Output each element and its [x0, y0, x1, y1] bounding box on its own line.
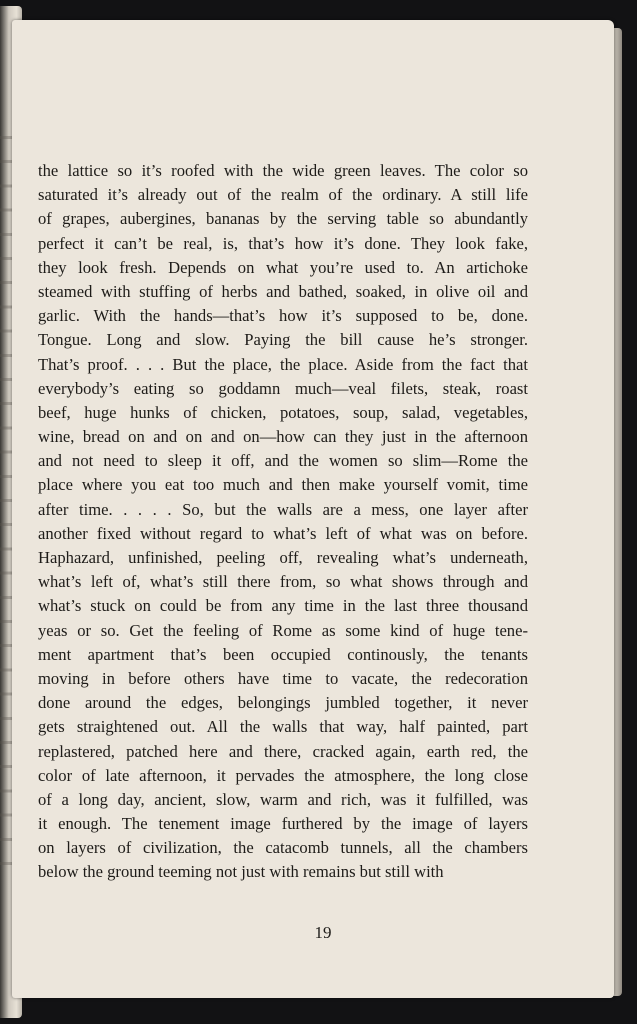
book-page [12, 20, 614, 998]
text-line: below the ground teeming not just with remains but still with [38, 862, 444, 882]
text-line: wine, bread on and on and on—how can they just in the afternoon [38, 427, 528, 447]
text-line: and not need to sleep it off, and the women so slim—Rome the [38, 451, 528, 471]
page-number: 19 [314, 923, 332, 942]
text-line: of grapes, aubergines, bananas by the serving table so abundantly [38, 209, 528, 229]
text-line: on layers of civilization, the catacomb tunnels, all the chambers [38, 838, 528, 858]
text-line: steamed with stuffing of herbs and bathed, soaked, in olive oil and [38, 281, 528, 301]
text-line: moving in before others have time to vacate, the redecoration [38, 668, 528, 688]
text-line: after time. . . . . So, but the walls are a mess, one layer after [38, 499, 528, 519]
text-line: replastered, patched here and there, cracked again, earth red, the [38, 741, 528, 761]
text-line: another fixed without regard to what’s left of what was on before. [38, 523, 528, 543]
text-line: Tongue. Long and slow. Paying the bill cause he’s stronger. [38, 330, 528, 350]
text-line: the lattice so it’s roofed with the wide green leaves. The color so [38, 161, 528, 180]
text-line: of a long day, ancient, slow, warm and rich, was it fulfilled, was [38, 789, 528, 809]
text-line: That’s proof. . . . But the place, the place. Aside from the fact that [38, 354, 528, 374]
text-line: they look fresh. Depends on what you’re used to. An artichoke [38, 257, 528, 277]
text-line: Haphazard, unfinished, peeling off, revealing what’s underneath, [38, 548, 528, 567]
text-line: beef, huge hunks of chicken, potatoes, soup, salad, vegetables, [38, 402, 528, 422]
text-line: ment apartment that’s been occupied continously, the tenants [38, 644, 528, 664]
text-line: place where you eat too much and then make yourself vomit, time [38, 475, 528, 495]
text-line: garlic. With the hands—that’s how it’s supposed to be, done. [38, 306, 528, 326]
page-body-text [38, 159, 528, 885]
text-line: it enough. The tenement image furthered by the image of layers [38, 814, 528, 834]
text-line: what’s stuck on could be from any time in the last three thousand [38, 596, 528, 616]
text-line: done around the edges, belongings jumbled together, it never [38, 693, 528, 713]
text-line: gets straightened out. All the walls that way, half painted, part [38, 717, 528, 737]
text-line: yeas or so. Get the feeling of Rome as some kind of huge tene- [38, 620, 528, 640]
text-line: color of late afternoon, it pervades the atmosphere, the long close [38, 765, 528, 785]
text-line: perfect it can’t be real, is, that’s how it’s done. They look fake, [38, 233, 528, 253]
text-line: saturated it’s already out of the realm of the ordinary. A still life [38, 185, 528, 205]
text-line: everybody’s eating so goddamn much—veal filets, steak, roast [38, 378, 528, 398]
text-line: what’s left of, what’s still there from, so what shows through and [38, 572, 528, 592]
